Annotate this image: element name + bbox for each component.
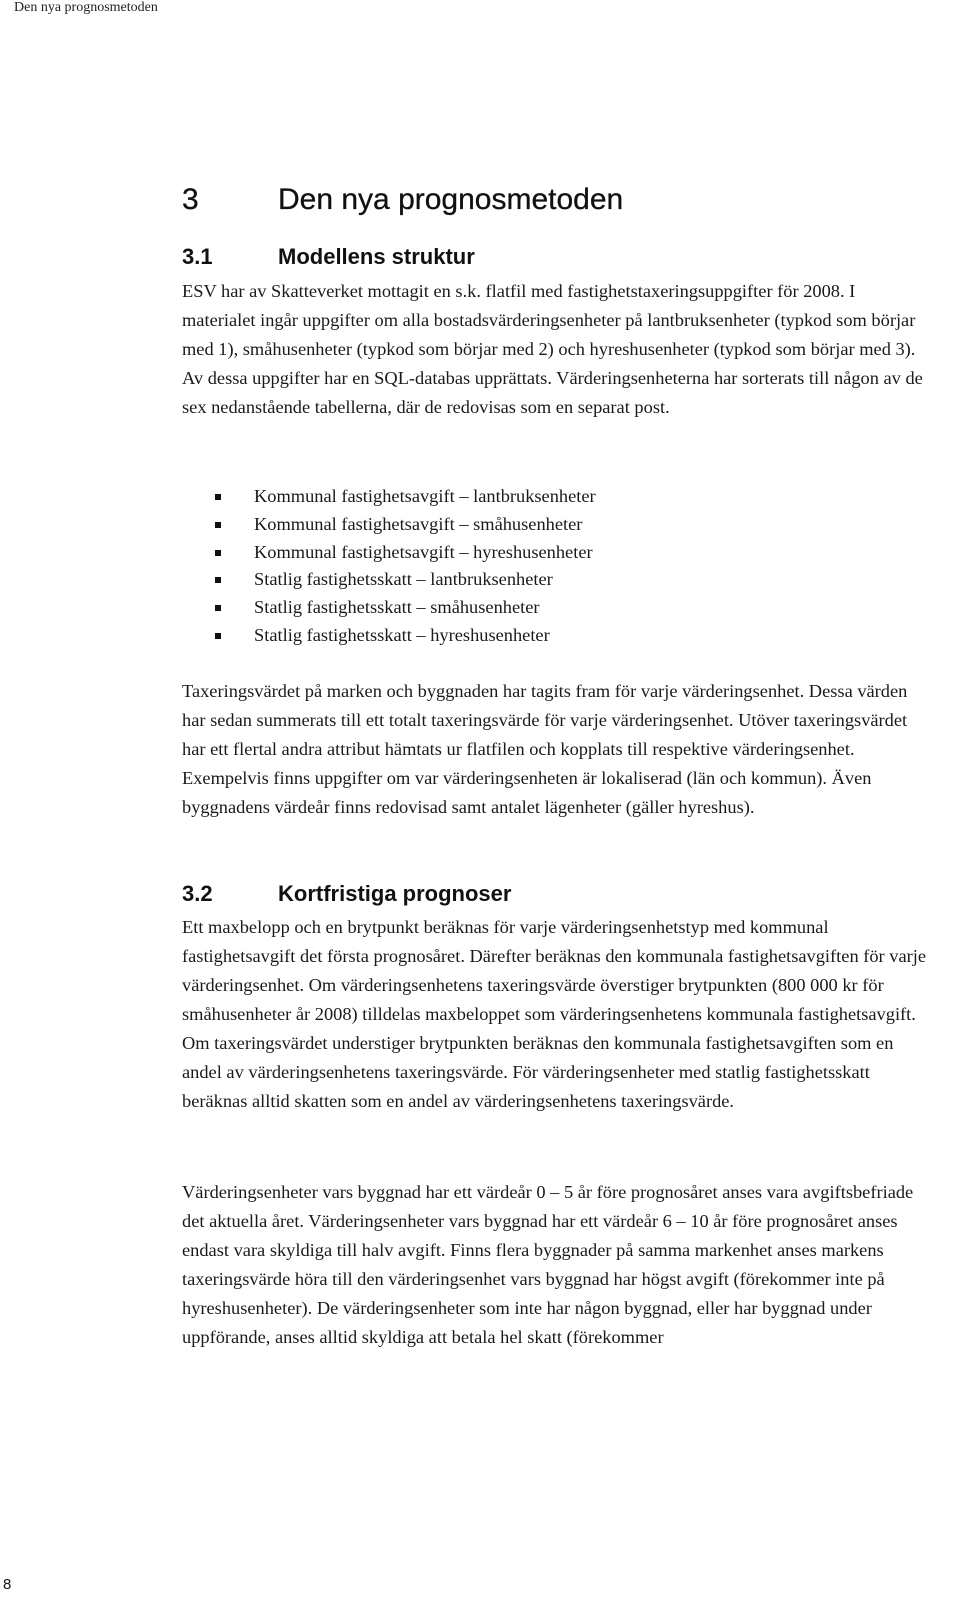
chapter-title: Den nya prognosmetoden [278,183,624,216]
square-bullet-icon [215,605,221,611]
list-item [212,622,596,650]
section-number-3-2: 3.2 [182,881,213,906]
list-item-text: Statlig fastighetsskatt – hyreshusenheter [254,624,550,645]
paragraph-3-2-intro: Ett maxbelopp och en brytpunkt beräknas för varje värderingsenhetstyp med kommunal fastighetsavgift det första prognosåret. Därefter beräknas den kommunala fastighetsavgiften för varje värderingsenhet. Om värderingsenhetens taxeringsvärde överstiger brytpunkten (800 000 kr för småhusenheter år 2008) tilldelas maxbeloppet som värderingsenhetens kommunala fastighetsavgift. Om taxeringsvärdet understiger brytpunkten beräknas den kommunala fastighetsavgiften som en andel av värderingsenhetens taxeringsvärde. För värderingsenheter med statlig fastighetsskatt beräknas alltid skatten som en andel av värderingsenhetens taxeringsvärde. [182,917,927,1111]
chapter-heading [182,183,623,217]
page-number: 8 [3,1576,12,1593]
square-bullet-icon [215,577,221,583]
square-bullet-icon [215,522,221,528]
list-item [212,511,596,539]
list-item-text: Kommunal fastighetsavgift – lantbruksenheter [254,486,596,506]
section-title-3-1: Modellens struktur [278,244,475,269]
list-item-text: Kommunal fastighetsavgift – hyreshusenheter [254,541,593,562]
chapter-number: 3 [182,183,199,216]
list-item-text: Statlig fastighetsskatt – lantbruksenheter [254,569,553,590]
paragraph-3-2-age: Värderingsenheter vars byggnad har ett värdeår 0 – 5 år före prognosåret anses vara avgiftsbefriade det aktuella året. Värderingsenheter vars byggnad har ett värdeår 6 – 10 år före prognosåret anses endast vara skyldiga till halv avgift. Finns flera byggnader på samma markenhet anses markens taxeringsvärde höra till den värderingsenhet vars byggnad har högst avgift (förekommer inte på hyreshusenheter). De värderingsenheter som inte har någon byggnad, eller har byggnad under uppförande, anses alltid skyldiga att betala hel skatt (förekommer [182,1182,914,1347]
running-header: Den nya prognosmetoden [14,0,158,15]
list-item [212,594,596,622]
section-heading-3-1 [182,244,475,270]
paragraph-3-1-values: Taxeringsvärdet på marken och byggnaden har tagits fram för varje värderingsenhet. Dessa värden har sedan summerats till ett totalt taxeringsvärde för varje värderingsenhet. Utöver taxeringsvärdet har ett flertal andra attribut hämtats ur flatfilen och kopplats till respektive värderingsenhet. Exempelvis finns uppgifter om var värderingsenheten är lokaliserad (län och kommun). Även byggnadens värdeår finns redovisad samt antalet lägenheter (gäller hyreshus). [182,681,908,817]
bullet-list-tables [212,483,596,650]
section-number-3-1: 3.1 [182,244,213,269]
square-bullet-icon [215,494,221,500]
list-item [212,566,596,594]
paragraph-3-1-intro: ESV har av Skatteverket mottagit en s.k. flatfil med fastighetstaxeringsuppgifter för 2008. I materialet ingår uppgifter om alla bostadsvärderingsenheter på lantbruksenheter (typkod som börjar med 1), småhusenheter (typkod som börjar med 2) och hyreshusenheter (typkod som börjar med 3). Av dessa uppgifter har en SQL-databas upprättats. Värderingsenheterna har sorterats till någon av de sex nedanstående tabellerna, där de redovisas som en separat post. [182,281,923,417]
square-bullet-icon [215,633,221,639]
list-item [212,483,596,511]
square-bullet-icon [215,550,221,556]
list-item-text: Statlig fastighetsskatt – småhusenheter [254,597,540,618]
section-title-3-2: Kortfristiga prognoser [278,881,512,906]
list-item [212,539,596,567]
section-heading-3-2 [182,881,511,907]
list-item-text: Kommunal fastighetsavgift – småhusenheter [254,513,583,534]
